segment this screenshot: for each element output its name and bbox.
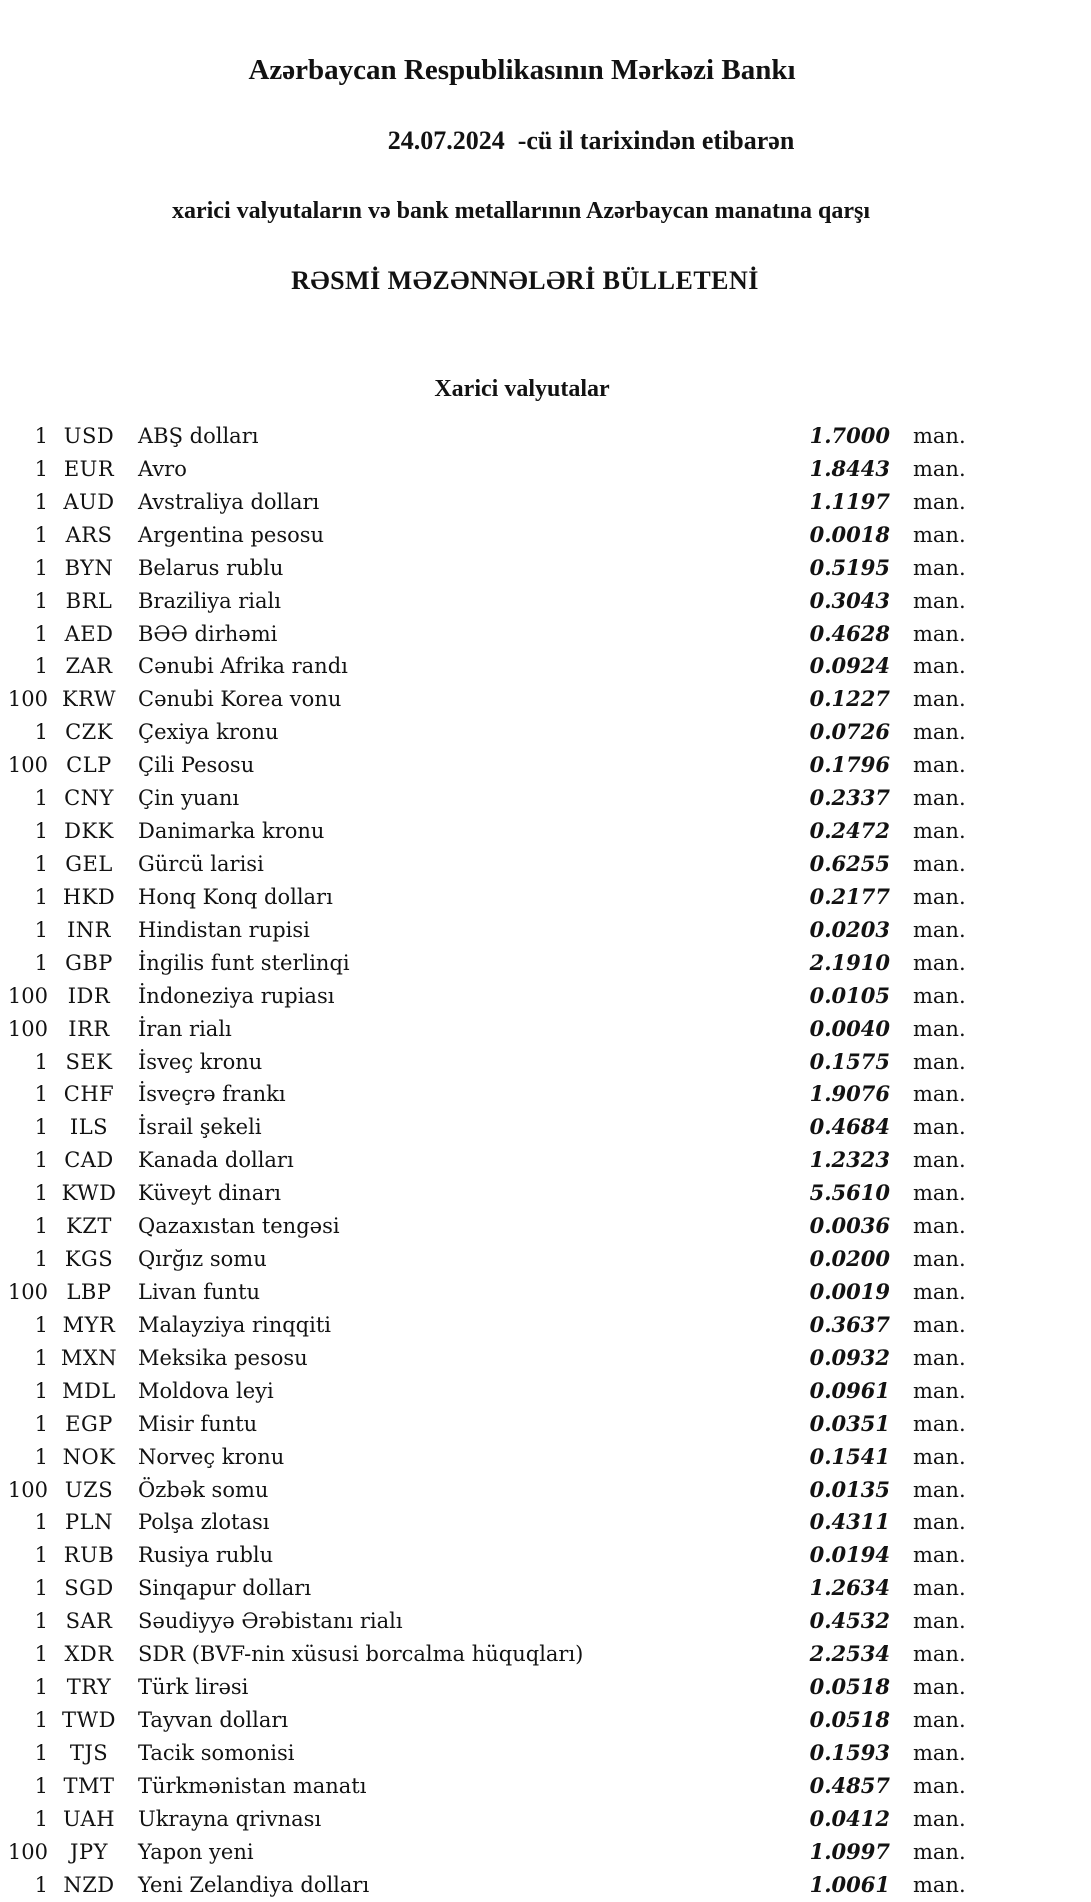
quantity-cell: 1 bbox=[34, 1148, 48, 1173]
unit-cell: man. bbox=[913, 555, 966, 580]
table-row bbox=[0, 1474, 1000, 1507]
unit-cell: man. bbox=[913, 1839, 966, 1864]
currency-name-cell: SDR (BVF-nin xüsusi borcalma hüquqları) bbox=[138, 1642, 584, 1667]
currency-code-cell: USD bbox=[63, 424, 115, 448]
rate-value-cell: 0.1575 bbox=[809, 1048, 890, 1074]
currency-name-cell: Rusiya rublu bbox=[138, 1543, 274, 1568]
currency-code-cell: TJS bbox=[69, 1740, 109, 1765]
table-row bbox=[0, 1803, 1000, 1836]
quantity-cell: 1 bbox=[34, 424, 48, 448]
currency-name-cell: Belarus rublu bbox=[138, 555, 284, 580]
currency-name-cell: İndoneziya rupiası bbox=[138, 983, 335, 1008]
currency-code-cell: PLN bbox=[65, 1510, 113, 1535]
quantity-cell: 1 bbox=[34, 884, 48, 909]
quantity-cell: 1 bbox=[34, 1872, 48, 1897]
rate-value-cell: 0.0019 bbox=[809, 1278, 890, 1304]
currency-code-cell: LBP bbox=[66, 1279, 112, 1304]
quantity-cell: 1 bbox=[34, 1247, 48, 1272]
rate-value-cell: 0.2177 bbox=[809, 883, 890, 909]
rate-value-cell: 0.0036 bbox=[809, 1213, 890, 1239]
unit-cell: man. bbox=[913, 1214, 966, 1239]
currency-code-cell: GBP bbox=[65, 950, 113, 975]
currency-name-cell: Malayziya rinqqiti bbox=[138, 1312, 331, 1337]
quantity-cell: 1 bbox=[34, 1576, 48, 1601]
document-subtitle: xarici valyutaların və bank metallarının Azərbaycan manatına qarşı bbox=[171, 198, 870, 224]
unit-cell: man. bbox=[913, 1016, 966, 1041]
currency-name-cell: Norveç kronu bbox=[138, 1444, 285, 1469]
currency-code-cell: ZAR bbox=[65, 654, 113, 679]
table-row bbox=[0, 1078, 1000, 1111]
table-row bbox=[0, 1309, 1000, 1342]
quantity-cell: 1 bbox=[34, 1411, 48, 1436]
currency-name-cell: Cənubi Korea vonu bbox=[138, 687, 342, 712]
unit-cell: man. bbox=[913, 950, 966, 975]
rate-value-cell: 5.5610 bbox=[809, 1180, 890, 1206]
rate-value-cell: 0.1541 bbox=[809, 1443, 890, 1469]
table-row bbox=[0, 1506, 1000, 1539]
currency-code-cell: BRL bbox=[65, 588, 113, 613]
currency-name-cell: Çili Pesosu bbox=[138, 753, 255, 778]
currency-name-cell: İran rialı bbox=[138, 1016, 232, 1041]
quantity-cell: 1 bbox=[34, 654, 48, 679]
quantity-cell: 1 bbox=[34, 555, 48, 580]
unit-cell: man. bbox=[913, 753, 966, 778]
unit-cell: man. bbox=[913, 1675, 966, 1700]
rate-value-cell: 0.4857 bbox=[809, 1772, 890, 1798]
quantity-cell: 100 bbox=[7, 1477, 48, 1502]
rate-value-cell: 0.3043 bbox=[809, 587, 890, 613]
currency-name-cell: Çin yuanı bbox=[138, 786, 240, 811]
currency-code-cell: CZK bbox=[65, 720, 113, 745]
unit-cell: man. bbox=[913, 1444, 966, 1469]
table-row bbox=[0, 1276, 1000, 1309]
currency-name-cell: ABŞ dolları bbox=[138, 424, 259, 448]
table-row bbox=[0, 1243, 1000, 1276]
table-row bbox=[0, 848, 1000, 881]
currency-code-cell: HKD bbox=[62, 884, 116, 909]
unit-cell: man. bbox=[913, 1082, 966, 1107]
currency-name-cell: Ukrayna qrivnası bbox=[138, 1806, 322, 1831]
unit-cell: man. bbox=[913, 1247, 966, 1272]
rate-value-cell: 0.0040 bbox=[809, 1015, 890, 1041]
currency-name-cell: İsveçrə frankı bbox=[138, 1082, 286, 1107]
currency-code-cell: DKK bbox=[64, 819, 114, 844]
unit-cell: man. bbox=[913, 720, 966, 745]
currency-name-cell: Gürcü larisi bbox=[138, 851, 264, 876]
unit-cell: man. bbox=[913, 687, 966, 712]
currency-name-cell: Yeni Zelandiya dolları bbox=[138, 1872, 370, 1897]
currency-name-cell: Danimarka kronu bbox=[138, 819, 325, 844]
currency-name-cell: Çexiya kronu bbox=[138, 720, 279, 745]
rate-value-cell: 0.1227 bbox=[809, 686, 890, 712]
table-row bbox=[0, 815, 1000, 848]
rate-value-cell: 1.2634 bbox=[809, 1575, 890, 1601]
quantity-cell: 1 bbox=[34, 1543, 48, 1568]
currency-code-cell: EGP bbox=[65, 1411, 113, 1436]
table-row bbox=[0, 585, 1000, 618]
table-row bbox=[0, 1342, 1000, 1375]
quantity-cell: 1 bbox=[34, 720, 48, 745]
rate-value-cell: 0.0932 bbox=[809, 1344, 890, 1370]
rate-value-cell: 1.9076 bbox=[809, 1081, 890, 1107]
quantity-cell: 100 bbox=[7, 983, 48, 1008]
table-row bbox=[0, 749, 1000, 782]
rate-value-cell: 1.0997 bbox=[809, 1838, 890, 1864]
table-row bbox=[0, 947, 1000, 980]
rate-value-cell: 0.0105 bbox=[809, 982, 890, 1008]
currency-name-cell: Tacik somonisi bbox=[138, 1740, 295, 1765]
currency-code-cell: BYN bbox=[64, 555, 114, 580]
quantity-cell: 1 bbox=[34, 1740, 48, 1765]
currency-code-cell: SGD bbox=[64, 1576, 114, 1601]
table-row bbox=[0, 1572, 1000, 1605]
rates-table bbox=[0, 420, 1000, 1901]
currency-code-cell: UAH bbox=[62, 1806, 116, 1831]
currency-name-cell: Kanada dolları bbox=[138, 1148, 294, 1173]
unit-cell: man. bbox=[913, 522, 966, 547]
unit-cell: man. bbox=[913, 1806, 966, 1831]
rate-value-cell: 0.4684 bbox=[809, 1114, 890, 1140]
quantity-cell: 1 bbox=[34, 1082, 48, 1107]
unit-cell: man. bbox=[913, 621, 966, 646]
currency-code-cell: UZS bbox=[64, 1477, 114, 1502]
unit-cell: man. bbox=[913, 456, 966, 481]
currency-name-cell: Tayvan dolları bbox=[138, 1707, 289, 1732]
document-header bbox=[0, 0, 1000, 334]
unit-cell: man. bbox=[913, 917, 966, 942]
currency-name-cell: Moldova leyi bbox=[138, 1378, 274, 1403]
table-row bbox=[0, 1770, 1000, 1803]
rate-value-cell: 0.6255 bbox=[809, 850, 890, 876]
quantity-cell: 100 bbox=[7, 753, 48, 778]
currency-code-cell: GEL bbox=[65, 851, 113, 876]
rate-value-cell: 1.8443 bbox=[809, 455, 890, 481]
table-row bbox=[0, 1046, 1000, 1079]
currency-code-cell: NZD bbox=[63, 1872, 115, 1897]
quantity-cell: 1 bbox=[34, 522, 48, 547]
currency-name-cell: Qırğız somu bbox=[138, 1247, 267, 1272]
unit-cell: man. bbox=[913, 489, 966, 514]
quantity-cell: 1 bbox=[34, 1642, 48, 1667]
currency-code-cell: AUD bbox=[63, 489, 115, 514]
unit-cell: man. bbox=[913, 1279, 966, 1304]
quantity-cell: 100 bbox=[7, 687, 48, 712]
rate-value-cell: 0.0351 bbox=[809, 1410, 890, 1436]
unit-cell: man. bbox=[913, 1642, 966, 1667]
table-row bbox=[0, 552, 1000, 585]
currency-code-cell: KRW bbox=[61, 687, 117, 712]
unit-cell: man. bbox=[913, 1312, 966, 1337]
unit-cell: man. bbox=[913, 654, 966, 679]
currency-name-cell: Özbək somu bbox=[138, 1477, 269, 1502]
rate-value-cell: 0.0726 bbox=[809, 719, 890, 745]
table-row bbox=[0, 1441, 1000, 1474]
rate-value-cell: 0.4311 bbox=[809, 1509, 890, 1535]
rate-value-cell: 2.1910 bbox=[809, 949, 890, 975]
effective-date-line: 24.07.2024 -cü il tarixindən etibarən bbox=[387, 126, 795, 155]
bank-title: Azərbaycan Respublikasının Mərkəzi Bankı bbox=[248, 54, 796, 86]
unit-cell: man. bbox=[913, 1609, 966, 1634]
unit-cell: man. bbox=[913, 1378, 966, 1403]
table-row bbox=[0, 1210, 1000, 1243]
rate-value-cell: 0.0194 bbox=[809, 1542, 890, 1568]
table-row bbox=[0, 453, 1000, 486]
table-row bbox=[0, 1539, 1000, 1572]
table-row bbox=[0, 914, 1000, 947]
currency-name-cell: Küveyt dinarı bbox=[138, 1181, 281, 1206]
currency-name-cell: Səudiyyə Ərəbistanı rialı bbox=[138, 1609, 403, 1634]
currency-code-cell: AED bbox=[64, 621, 114, 646]
quantity-cell: 1 bbox=[34, 1806, 48, 1831]
table-row bbox=[0, 486, 1000, 519]
rate-value-cell: 0.0518 bbox=[809, 1706, 890, 1732]
quantity-cell: 100 bbox=[7, 1839, 48, 1864]
table-row bbox=[0, 1375, 1000, 1408]
table-row bbox=[0, 1605, 1000, 1638]
table-row bbox=[0, 1111, 1000, 1144]
rate-value-cell: 0.0135 bbox=[809, 1476, 890, 1502]
rate-value-cell: 0.0518 bbox=[809, 1674, 890, 1700]
rate-value-cell: 2.2534 bbox=[809, 1641, 890, 1667]
currency-name-cell: Polşa zlotası bbox=[138, 1510, 270, 1535]
currency-code-cell: IDR bbox=[67, 983, 111, 1008]
quantity-cell: 1 bbox=[34, 1510, 48, 1535]
currency-code-cell: XDR bbox=[64, 1642, 114, 1667]
currency-code-cell: RUB bbox=[63, 1543, 115, 1568]
table-row bbox=[0, 1836, 1000, 1869]
currency-name-cell: Braziliya rialı bbox=[138, 588, 281, 613]
unit-cell: man. bbox=[913, 424, 966, 448]
unit-cell: man. bbox=[913, 786, 966, 811]
quantity-cell: 1 bbox=[34, 1049, 48, 1074]
currency-code-cell: KZT bbox=[66, 1214, 112, 1239]
currency-code-cell: NOK bbox=[62, 1444, 116, 1469]
currency-code-cell: KGS bbox=[64, 1247, 114, 1272]
currency-name-cell: İngilis funt sterlinqi bbox=[138, 950, 350, 975]
quantity-cell: 1 bbox=[34, 1707, 48, 1732]
table-row bbox=[0, 1671, 1000, 1704]
quantity-cell: 1 bbox=[34, 786, 48, 811]
quantity-cell: 1 bbox=[34, 1773, 48, 1798]
bulletin-title: RƏSMİ MƏZƏNNƏLƏRİ BÜLLETENİ bbox=[291, 266, 759, 295]
quantity-cell: 1 bbox=[34, 1378, 48, 1403]
currency-code-cell: ARS bbox=[65, 522, 113, 547]
table-row bbox=[0, 881, 1000, 914]
rate-value-cell: 0.2472 bbox=[809, 818, 890, 844]
currency-code-cell: IRR bbox=[68, 1016, 110, 1041]
table-row bbox=[0, 618, 1000, 651]
rate-value-cell: 0.0203 bbox=[809, 916, 890, 942]
table-row bbox=[0, 1737, 1000, 1770]
unit-cell: man. bbox=[913, 1049, 966, 1074]
unit-cell: man. bbox=[913, 1872, 966, 1897]
currency-name-cell: Cənubi Afrika randı bbox=[138, 654, 348, 679]
quantity-cell: 1 bbox=[34, 456, 48, 481]
table-row bbox=[0, 1408, 1000, 1441]
currency-code-cell: CHF bbox=[63, 1082, 115, 1107]
currency-code-cell: KWD bbox=[61, 1181, 117, 1206]
currency-name-cell: Honq Konq dolları bbox=[138, 884, 333, 909]
rate-value-cell: 1.2323 bbox=[809, 1147, 890, 1173]
currency-name-cell: Avro bbox=[138, 456, 187, 481]
unit-cell: man. bbox=[913, 1181, 966, 1206]
currency-code-cell: MYR bbox=[62, 1312, 116, 1337]
quantity-cell: 1 bbox=[34, 1345, 48, 1370]
currency-name-cell: Livan funtu bbox=[138, 1279, 261, 1304]
currency-code-cell: CAD bbox=[64, 1148, 114, 1173]
unit-cell: man. bbox=[913, 884, 966, 909]
table-row bbox=[0, 1638, 1000, 1671]
currency-name-cell: Meksika pesosu bbox=[138, 1345, 308, 1370]
currency-name-cell: Sinqapur dolları bbox=[138, 1576, 312, 1601]
rate-value-cell: 0.5195 bbox=[809, 554, 890, 580]
table-row bbox=[0, 716, 1000, 749]
currency-code-cell: ILS bbox=[69, 1115, 109, 1140]
currency-code-cell: INR bbox=[67, 917, 111, 942]
currency-name-cell: Türk lirəsi bbox=[138, 1675, 249, 1700]
currency-name-cell: Qazaxıstan tengəsi bbox=[138, 1214, 340, 1239]
quantity-cell: 1 bbox=[34, 1214, 48, 1239]
unit-cell: man. bbox=[913, 1411, 966, 1436]
table-row bbox=[0, 1144, 1000, 1177]
quantity-cell: 100 bbox=[7, 1016, 48, 1041]
currency-code-cell: MXN bbox=[60, 1345, 118, 1370]
quantity-cell: 1 bbox=[34, 489, 48, 514]
unit-cell: man. bbox=[913, 851, 966, 876]
table-row bbox=[0, 1177, 1000, 1210]
currency-name-cell: Yapon yeni bbox=[138, 1839, 254, 1864]
table-row bbox=[0, 1013, 1000, 1046]
quantity-cell: 100 bbox=[7, 1279, 48, 1304]
table-row bbox=[0, 420, 1000, 453]
rate-value-cell: 1.0061 bbox=[809, 1871, 890, 1897]
currency-name-cell: Avstraliya dolları bbox=[138, 489, 320, 514]
rate-value-cell: 1.7000 bbox=[809, 423, 890, 448]
unit-cell: man. bbox=[913, 1707, 966, 1732]
currency-code-cell: MDL bbox=[62, 1378, 116, 1403]
currency-name-cell: Hindistan rupisi bbox=[138, 917, 310, 942]
rate-value-cell: 0.1593 bbox=[809, 1739, 890, 1765]
table-row bbox=[0, 683, 1000, 716]
currency-code-cell: CNY bbox=[64, 786, 114, 811]
rate-value-cell: 0.4628 bbox=[809, 620, 890, 646]
quantity-cell: 1 bbox=[34, 588, 48, 613]
rate-value-cell: 0.4532 bbox=[809, 1608, 890, 1634]
rate-value-cell: 0.0412 bbox=[809, 1805, 890, 1831]
unit-cell: man. bbox=[913, 1773, 966, 1798]
currency-name-cell: Argentina pesosu bbox=[138, 522, 325, 547]
unit-cell: man. bbox=[913, 1477, 966, 1502]
rate-value-cell: 0.3637 bbox=[809, 1311, 890, 1337]
table-row bbox=[0, 650, 1000, 683]
unit-cell: man. bbox=[913, 1576, 966, 1601]
unit-cell: man. bbox=[913, 1510, 966, 1535]
unit-cell: man. bbox=[913, 1148, 966, 1173]
section-title-foreign-currencies: Xarici valyutalar bbox=[434, 376, 610, 402]
quantity-cell: 1 bbox=[34, 1444, 48, 1469]
currency-code-cell: JPY bbox=[70, 1839, 108, 1864]
currency-name-cell: İsveç kronu bbox=[138, 1049, 263, 1074]
currency-code-cell: SEK bbox=[65, 1049, 113, 1074]
currency-name-cell: Misir funtu bbox=[138, 1411, 258, 1436]
unit-cell: man. bbox=[913, 1345, 966, 1370]
unit-cell: man. bbox=[913, 819, 966, 844]
unit-cell: man. bbox=[913, 1740, 966, 1765]
quantity-cell: 1 bbox=[34, 1609, 48, 1634]
table-row bbox=[0, 782, 1000, 815]
unit-cell: man. bbox=[913, 588, 966, 613]
currency-name-cell: BƏƏ dirhəmi bbox=[138, 621, 278, 646]
quantity-cell: 1 bbox=[34, 1115, 48, 1140]
unit-cell: man. bbox=[913, 1543, 966, 1568]
quantity-cell: 1 bbox=[34, 1181, 48, 1206]
table-row bbox=[0, 1869, 1000, 1902]
currency-code-cell: EUR bbox=[63, 456, 115, 481]
rate-value-cell: 0.0961 bbox=[809, 1377, 890, 1403]
currency-code-cell: SAR bbox=[65, 1609, 113, 1634]
quantity-cell: 1 bbox=[34, 1312, 48, 1337]
currency-code-cell: CLP bbox=[66, 753, 112, 778]
table-row bbox=[0, 980, 1000, 1013]
quantity-cell: 1 bbox=[34, 851, 48, 876]
rate-value-cell: 0.2337 bbox=[809, 785, 890, 811]
table-row bbox=[0, 1704, 1000, 1737]
table-row bbox=[0, 519, 1000, 552]
quantity-cell: 1 bbox=[34, 1675, 48, 1700]
unit-cell: man. bbox=[913, 1115, 966, 1140]
unit-cell: man. bbox=[913, 983, 966, 1008]
currency-code-cell: TWD bbox=[62, 1707, 116, 1732]
currency-code-cell: TMT bbox=[63, 1773, 115, 1798]
quantity-cell: 1 bbox=[34, 950, 48, 975]
rate-value-cell: 0.1796 bbox=[809, 752, 890, 778]
rate-value-cell: 1.1197 bbox=[809, 488, 890, 514]
rate-value-cell: 0.0924 bbox=[809, 653, 890, 679]
quantity-cell: 1 bbox=[34, 917, 48, 942]
quantity-cell: 1 bbox=[34, 621, 48, 646]
rate-value-cell: 0.0200 bbox=[809, 1246, 890, 1272]
currency-name-cell: Türkmənistan manatı bbox=[138, 1773, 367, 1798]
currency-code-cell: TRY bbox=[66, 1675, 112, 1700]
quantity-cell: 1 bbox=[34, 819, 48, 844]
currency-name-cell: İsrail şekeli bbox=[138, 1115, 262, 1140]
rate-value-cell: 0.0018 bbox=[809, 521, 890, 547]
